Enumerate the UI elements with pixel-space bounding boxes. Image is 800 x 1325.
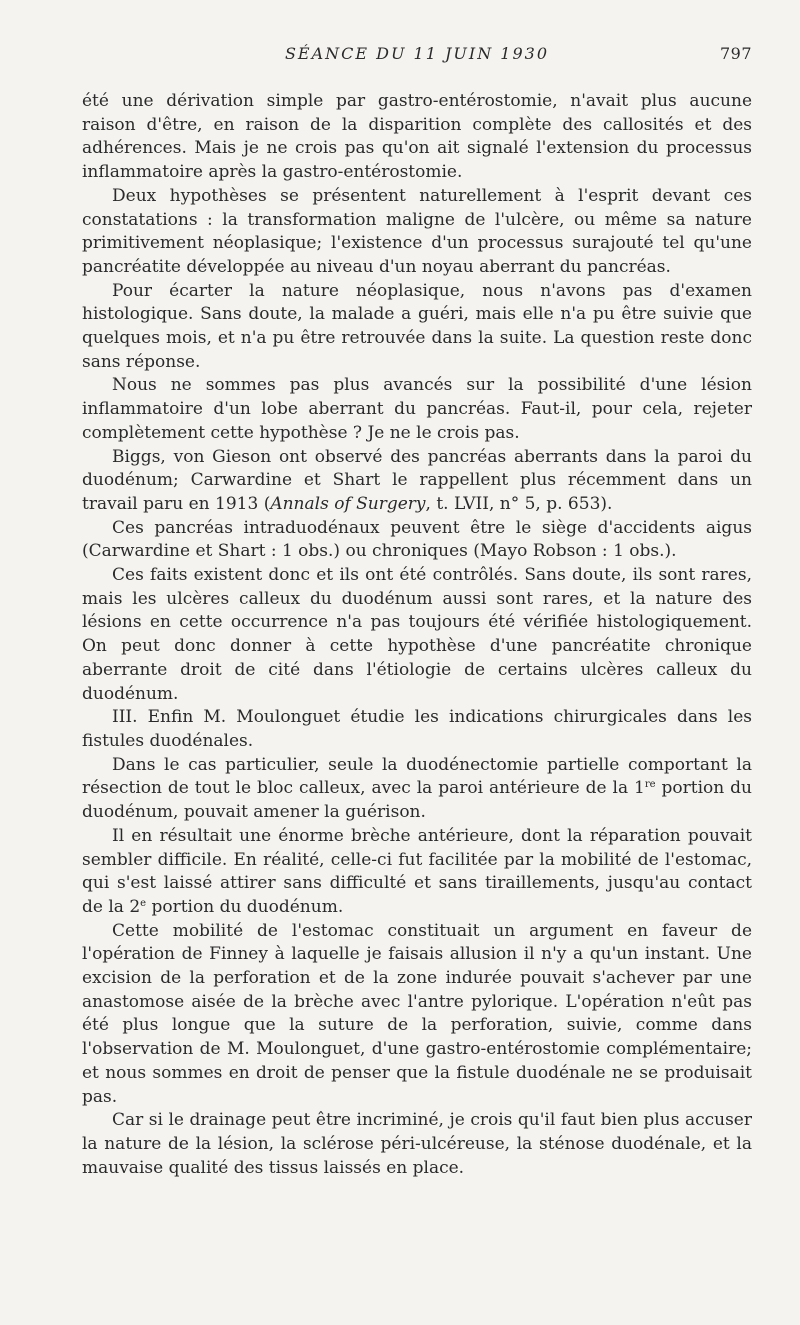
page-number: 797 — [719, 44, 752, 63]
superscript: e — [140, 897, 147, 909]
paragraph-text: portion du duodénum, pouvait amener la guérison. — [82, 778, 752, 823]
paragraph-text: Biggs, von Gieson ont observé des pancréas aberrants dans la paroi du duodénum; Carwardine et Shart le rappellent plus récemment dans un travail paru en 1913 ( — [82, 446, 752, 514]
paragraph — [82, 754, 752, 825]
paragraph-text: Dans le cas particulier, seule la duodénectomie partielle comportant la résection de tout le bloc calleux, avec la paroi antérieure de la 1 — [82, 754, 752, 799]
paragraph: Car si le drainage peut être incriminé, je crois qu'il faut bien plus accuser la nature de la lésion, la sclérose péri-ulcéreuse, la sténose duodénale, et la mauvaise qualité des tissus laissés en place. — [82, 1110, 752, 1178]
paragraph: Deux hypothèses se présentent naturellement à l'esprit devant ces constatations : la transformation maligne de l'ulcère, ou même sa nature primitivement néoplasique; l'existence d'un processus surajouté tel qu'une pancréatite développée au niveau d'un noyau aberrant du pancréas. — [82, 185, 752, 277]
journal-citation: Annals of Surgery — [270, 493, 426, 514]
running-title: SÉANCE DU 11 JUIN 1930 — [284, 44, 550, 63]
paragraph: III. Enfin M. Moulonguet étudie les indications chirurgicales dans les fistules duodénales. — [82, 707, 752, 751]
superscript: re — [644, 779, 656, 791]
paragraph-text: portion du duodénum. — [146, 896, 344, 917]
paragraph: été une dérivation simple par gastro-entérostomie, n'avait plus aucune raison d'être, en raison de la disparition complète des callosités et des adhérences. Mais je ne crois pas qu'on ait signalé l'extension du processus inflammatoire après la gastro-entérostomie. — [82, 91, 752, 183]
paragraph — [82, 446, 752, 517]
paragraph: Ces pancréas intraduodénaux peuvent être le siège d'accidents aigus (Carwardine et Shart : 1 obs.) ou chroniques (Mayo Robson : 1 obs.). — [82, 517, 752, 562]
paragraph-text: , t. LVII, n° 5, p. 653). — [425, 493, 613, 514]
paragraph-text: Il en résultait une énorme brèche antérieure, dont la réparation pouvait sembler difficile. En réalité, celle-ci fut facilitée par la mobilité de l'estomac, qui s'est laissé attirer sans difficulté et sans tiraillements, jusqu'au contact de la 2 — [82, 825, 752, 917]
paragraph — [82, 825, 752, 920]
paragraph: Pour écarter la nature néoplasique, nous n'avons pas d'examen histologique. Sans doute, la malade a guéri, mais elle n'a pu être suivie que quelques mois, et n'a pu être retrouvée dans la suite. La question reste donc sans réponse. — [82, 280, 752, 372]
body-text — [82, 90, 752, 1180]
paragraph: Ces faits existent donc et ils ont été contrôlés. Sans doute, ils sont rares, mais les ulcères calleux du duodénum aussi sont rares, et la nature des lésions en cette occurrence n'a pas toujours été vérifiée histologiquement. On peut donc donner à cette hypothèse d'une pancréatite chronique aberrante droit de cité dans l'étiologie de certains ulcères calleux du duodénum. — [82, 565, 752, 704]
paragraph: Cette mobilité de l'estomac constituait un argument en faveur de l'opération de Finney à laquelle je faisais allusion il n'y a qu'un instant. Une excision de la perforation et de la zone indurée pouvait s'achever par une anastomose aisée de la brèche avec l'antre pylorique. L'opération n'eût pas été plus longue que la suture de la perforation, suivie, comme dans l'observation de M. Moulonguet, d'une gastro-entérostomie complémentaire; et nous sommes en droit de penser que la fistule duodénale ne se produisait pas. — [82, 920, 752, 1107]
paragraph: Nous ne sommes pas plus avancés sur la possibilité d'une lésion inflammatoire d'un lobe aberrant du pancréas. Faut-il, pour cela, rejeter complètement cette hypothèse ? Je ne le crois pas. — [82, 375, 752, 443]
